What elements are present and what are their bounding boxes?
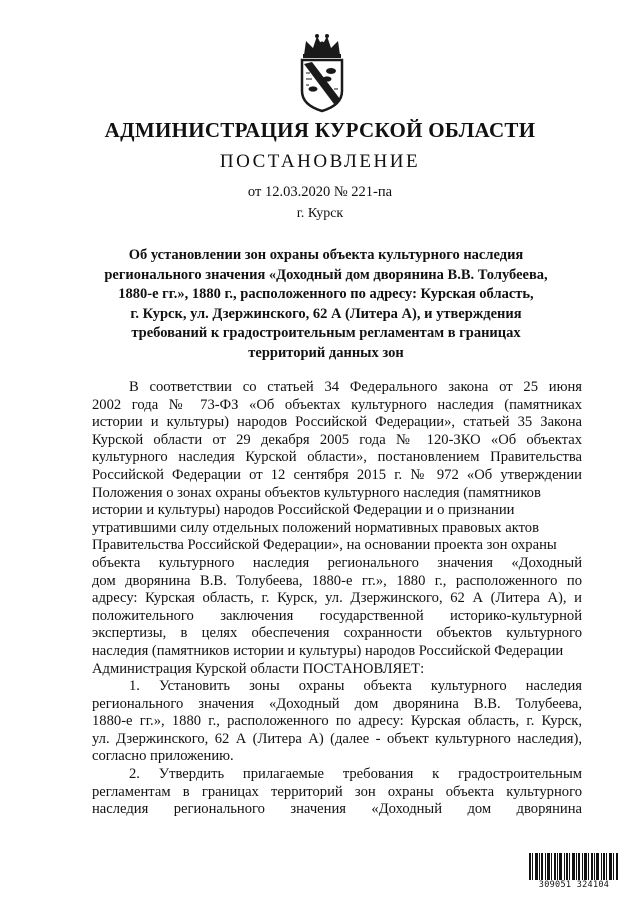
body-line: утратившими силу отдельных положений нормативных правовых актов: [92, 519, 539, 536]
title-line: территорий данных зон: [248, 344, 404, 361]
body-line: регламентам в границах территорий зон охраны объекта культурного: [92, 783, 582, 800]
body-line: Правительства Российской Федерации», на основании проекта зон охраны: [92, 537, 557, 554]
title-line: регионального значения «Доходный дом дворянина В.В. Толубеева,: [104, 266, 548, 283]
body-line: наследия регионального значения «Доходный дом дворянина: [92, 801, 582, 818]
body-line: объекта культурного наследия регионального значения «Доходный: [92, 554, 582, 571]
coat-of-arms-icon: [296, 33, 348, 113]
barcode-number: 309051 324104: [528, 880, 620, 890]
body-line: положительного заключения государственной историко-культурной: [92, 607, 582, 624]
agency-name: АДМИНИСТРАЦИЯ КУРСКОЙ ОБЛАСТИ: [104, 118, 536, 142]
body-line: наследия (памятников истории и культуры) народов Российской Федерации: [92, 642, 564, 659]
body-line: Курской области от 29 декабря 2005 года № 120-ЗКО «Об объектах: [92, 431, 582, 448]
body-line: регионального значения «Доходный дом дворянина В.В. Толубеева,: [92, 695, 582, 712]
document-city: г. Курск: [296, 206, 344, 221]
body-line: дом дворянина В.В. Толубеева, 1880-е гг.», 1880 г., расположенного по: [92, 572, 582, 589]
body-line: 2002 года № 73-ФЗ «Об объектах культурного наследия (памятниках: [92, 396, 582, 413]
body-line: 1. Установить зоны охраны объекта культурного наследия: [129, 678, 582, 695]
title-line: 1880-е гг.», 1880 г., расположенного по адресу: Курская область,: [118, 286, 534, 302]
title-line: Об установлении зон охраны объекта культурного наследия: [128, 247, 524, 263]
body-line: 2. Утвердить прилагаемые требования к градостроительным: [129, 766, 582, 783]
document-type: ПОСТАНОВЛЕНИЕ: [219, 151, 421, 172]
body-line: адресу: Курская область, г. Курск, ул. Дзержинского, 62 А (Литера А), и: [92, 590, 582, 607]
body-line: Российской Федерации от 12 сентября 2015 г. № 972 «Об утверждении: [92, 466, 582, 483]
body-line: экспертизы, в целях обеспечения сохранности объектов культурного: [92, 625, 582, 642]
body-line: ул. Дзержинского, 62 А (Литера А) (далее - объект культурного наследия),: [92, 730, 582, 747]
body-line: истории и культуры) народов Российской Федерации и о признании: [92, 502, 515, 519]
body-line: В соответствии со статьей 34 Федерального закона от 25 июня: [129, 379, 582, 395]
document-title: [92, 246, 560, 363]
body-line: согласно приложению.: [92, 748, 234, 765]
body-line: 1880-е гг.», 1880 г., расположенного по адресу: Курская область, г. Курск,: [92, 713, 582, 730]
body-line: Администрация Курской области ПОСТАНОВЛЯЕТ:: [92, 660, 425, 677]
barcode-icon: [528, 853, 620, 897]
body-line: культурного наследия Курской области», постановлением Правительства: [92, 449, 582, 466]
body-line: истории и культуры) народов Российской Федерации», статьей 35 Закона: [92, 414, 582, 431]
document-date-number: от 12.03.2020 № 221-па: [247, 184, 393, 200]
title-line: г. Курск, ул. Дзержинского, 62 А (Литера А), и утверждения: [130, 305, 522, 322]
document-body: [92, 379, 582, 819]
body-line: Положения о зонах охраны объектов культурного наследия (памятников: [92, 484, 541, 501]
title-line: требований к градостроительным регламентам в границах: [131, 325, 521, 341]
